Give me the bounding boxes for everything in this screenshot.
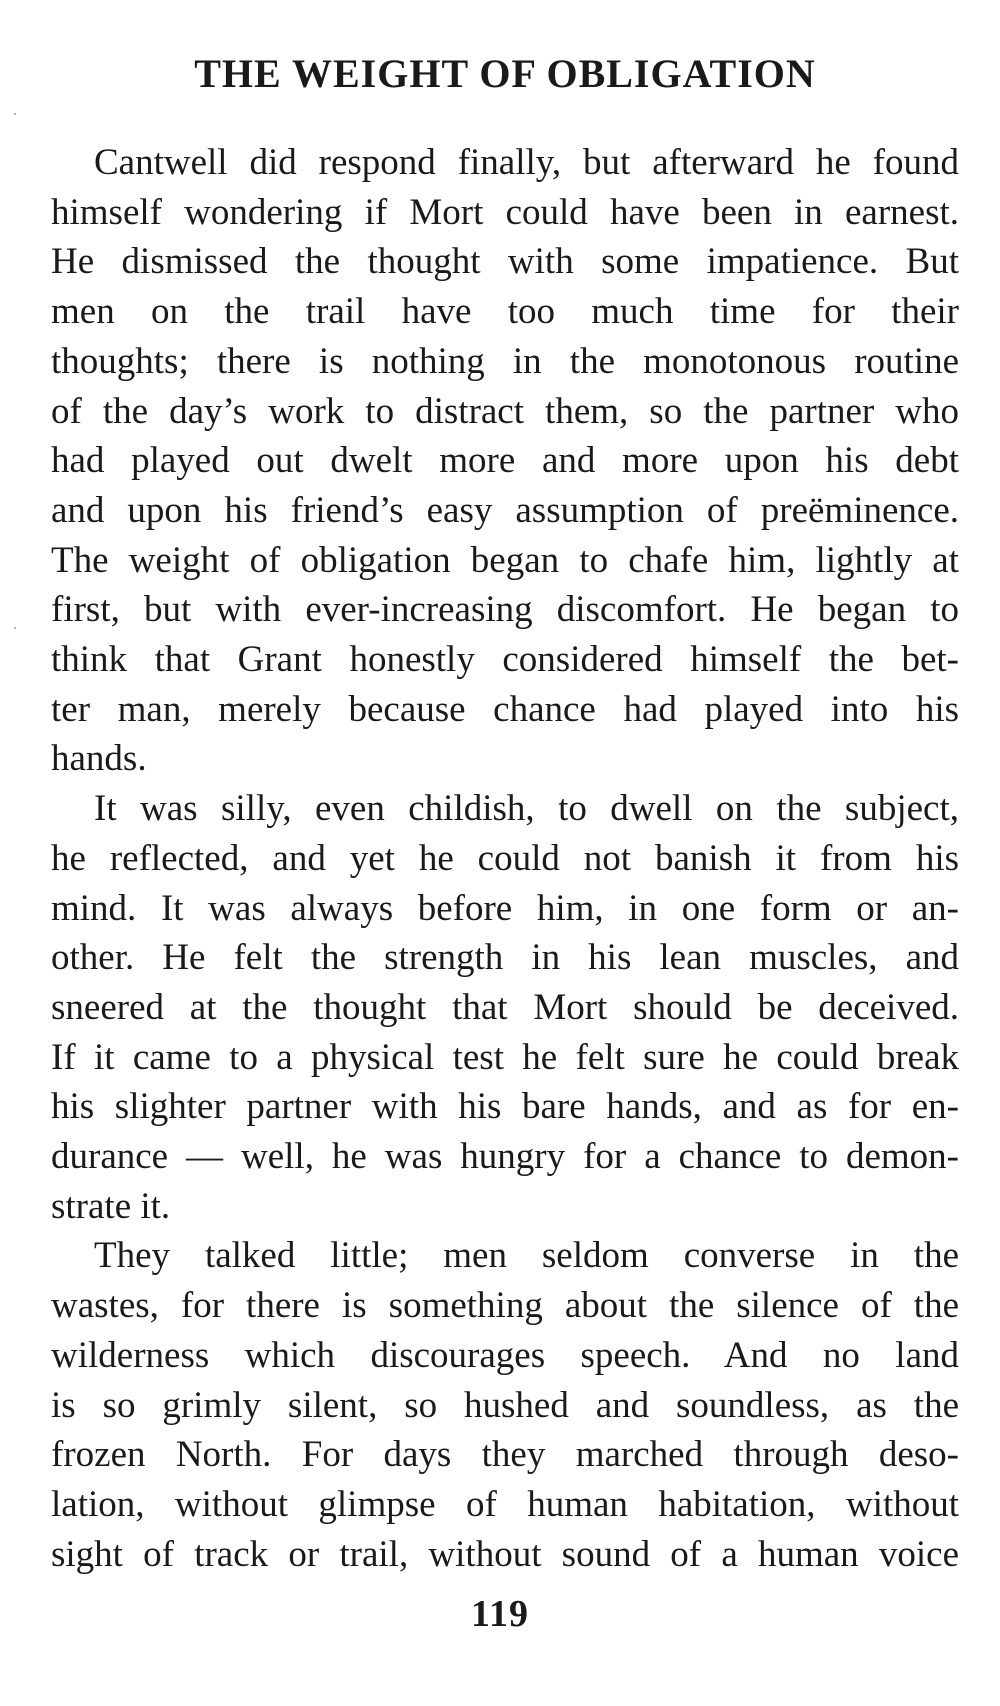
text-line: had played out dwelt more and more upon his debt bbox=[51, 440, 959, 482]
body-text bbox=[51, 138, 959, 1579]
text-line: Cantwell did respond finally, but afterward he found bbox=[94, 142, 959, 183]
scan-speck bbox=[14, 627, 16, 629]
text-line: himself wondering if Mort could have been in earnest. bbox=[51, 191, 959, 233]
text-line: is so grimly silent, so hushed and soundless, as the bbox=[51, 1384, 959, 1426]
page-number: 119 bbox=[471, 1593, 529, 1635]
text-line: He dismissed the thought with some impatience. But bbox=[51, 241, 959, 283]
text-line: he reflected, and yet he could not banish it from his bbox=[51, 837, 959, 879]
text-line: thoughts; there is nothing in the monotonous routine bbox=[51, 340, 959, 382]
text-line: other. He felt the strength in his lean muscles, and bbox=[51, 937, 959, 979]
text-line: ter man, merely because chance had played into his bbox=[51, 688, 959, 730]
text-line: mind. It was always before him, in one form or an- bbox=[51, 887, 959, 929]
text-line: think that Grant honestly considered himself the bet- bbox=[51, 639, 959, 681]
text-line: wastes, for there is something about the silence of the bbox=[51, 1285, 959, 1327]
text-line: men on the trail have too much time for their bbox=[51, 291, 959, 333]
paragraph bbox=[51, 784, 959, 1231]
text-line: It was silly, even childish, to dwell on the subject, bbox=[94, 788, 959, 830]
paragraph bbox=[51, 138, 959, 784]
text-line: lation, without glimpse of human habitation, without bbox=[51, 1483, 959, 1525]
text-line: sight of track or trail, without sound of a human voice bbox=[51, 1533, 959, 1575]
text-line: first, but with ever-increasing discomfort. He began to bbox=[51, 589, 959, 631]
text-line: his slighter partner with his bare hands, and as for en- bbox=[51, 1086, 959, 1128]
text-line: durance — well, he was hungry for a chance to demon- bbox=[51, 1136, 959, 1178]
text-line: The weight of obligation began to chafe him, lightly at bbox=[51, 539, 959, 581]
text-line: wilderness which discourages speech. And no land bbox=[51, 1334, 959, 1376]
text-line: strate it. bbox=[51, 1185, 171, 1227]
text-line: frozen North. For days they marched through deso- bbox=[51, 1434, 959, 1476]
scan-speck bbox=[14, 113, 16, 115]
text-line: and upon his friend’s easy assumption of preëminence. bbox=[51, 489, 959, 531]
text-line: sneered at the thought that Mort should be deceived. bbox=[51, 986, 959, 1028]
text-line: hands. bbox=[51, 738, 147, 780]
text-line: of the day’s work to distract them, so the partner who bbox=[51, 390, 959, 432]
text-line: They talked little; men seldom converse in the bbox=[94, 1235, 959, 1277]
text-line: If it came to a physical test he felt sure he could break bbox=[51, 1036, 959, 1078]
running-head: THE WEIGHT OF OBLIGATION bbox=[194, 51, 816, 96]
paragraph bbox=[51, 1231, 959, 1579]
